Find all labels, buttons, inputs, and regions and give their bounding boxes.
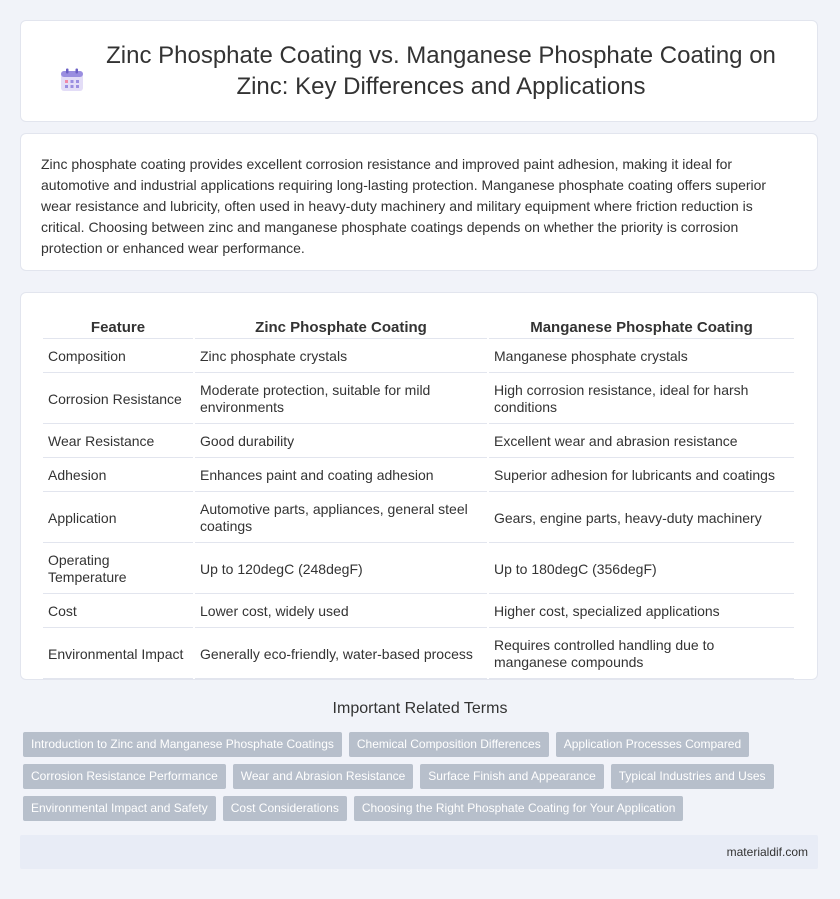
header-manganese: Manganese Phosphate Coating [489,315,794,339]
title-card [20,20,818,122]
tag-row [23,764,823,789]
tag-link[interactable]: Corrosion Resistance Performance [23,764,226,789]
tag-link[interactable]: Wear and Abrasion Resistance [233,764,414,789]
table-cell-manganese: Manganese phosphate crystals [489,341,794,373]
table-cell-zinc: Up to 120degC (248degF) [195,545,487,594]
table-cell-feature: Cost [43,596,193,628]
summary-card [20,133,818,271]
tag-link[interactable]: Choosing the Right Phosphate Coating for Your Application [354,796,684,821]
table-row [43,375,794,424]
title-wrap [59,40,779,102]
tag-link[interactable]: Typical Industries and Uses [611,764,774,789]
table-cell-manganese: High corrosion resistance, ideal for harsh conditions [489,375,794,424]
comparison-table [41,313,796,681]
table-row [43,494,794,543]
table-row [43,596,794,628]
table-cell-feature: Composition [43,341,193,373]
table-row [43,630,794,679]
footer-site[interactable]: materialdif.com [726,845,808,859]
tag-link[interactable]: Surface Finish and Appearance [420,764,603,789]
table-cell-manganese: Superior adhesion for lubricants and coatings [489,460,794,492]
table-cell-manganese: Requires controlled handling due to manganese compounds [489,630,794,679]
footer [20,835,818,869]
table-cell-feature: Corrosion Resistance [43,375,193,424]
tag-row [23,796,823,821]
table-row [43,426,794,458]
table-cell-manganese: Excellent wear and abrasion resistance [489,426,794,458]
tag-link[interactable]: Environmental Impact and Safety [23,796,216,821]
related-terms-heading: Important Related Terms [332,700,508,717]
table-cell-zinc: Lower cost, widely used [195,596,487,628]
table-cell-feature: Wear Resistance [43,426,193,458]
table-cell-feature: Operating Temperature [43,545,193,594]
tag-link[interactable]: Introduction to Zinc and Manganese Phosphate Coatings [23,732,342,757]
tag-link[interactable]: Cost Considerations [223,796,347,821]
table-cell-feature: Adhesion [43,460,193,492]
tag-row [23,732,823,757]
page-title: Zinc Phosphate Coating vs. Manganese Phosphate Coating on Zinc: Key Differences and Applications [106,42,776,100]
header-feature: Feature [43,315,193,339]
comparison-table-card [20,292,818,680]
table-cell-zinc: Automotive parts, appliances, general steel coatings [195,494,487,543]
tag-link[interactable]: Chemical Composition Differences [349,732,549,757]
table-header-row [43,315,794,339]
table-cell-zinc: Generally eco-friendly, water-based process [195,630,487,679]
table-cell-zinc: Moderate protection, suitable for mild environments [195,375,487,424]
tag-link[interactable]: Application Processes Compared [556,732,749,757]
table-cell-zinc: Enhances paint and coating adhesion [195,460,487,492]
table-cell-zinc: Good durability [195,426,487,458]
header-zinc: Zinc Phosphate Coating [195,315,487,339]
table-row [43,341,794,373]
table-cell-manganese: Gears, engine parts, heavy-duty machinery [489,494,794,543]
summary-text: Zinc phosphate coating provides excellent corrosion resistance and improved paint adhesion, making it ideal for automotive and industrial applications requiring long-lasting protection. Manganese phosphate coating offers superior wear resistance and lubricity, often used in heavy-duty machinery and military equipment where friction reduction is critical. Choosing between zinc and manganese phosphate coatings depends on whether the priority is corrosion protection or enhanced wear performance. [41,156,767,256]
related-terms-tags [23,732,823,828]
table-cell-zinc: Zinc phosphate crystals [195,341,487,373]
calendar-icon [59,67,85,93]
table-cell-manganese: Up to 180degC (356degF) [489,545,794,594]
table-cell-feature: Application [43,494,193,543]
table-row [43,460,794,492]
table-cell-manganese: Higher cost, specialized applications [489,596,794,628]
table-cell-feature: Environmental Impact [43,630,193,679]
table-row [43,545,794,594]
